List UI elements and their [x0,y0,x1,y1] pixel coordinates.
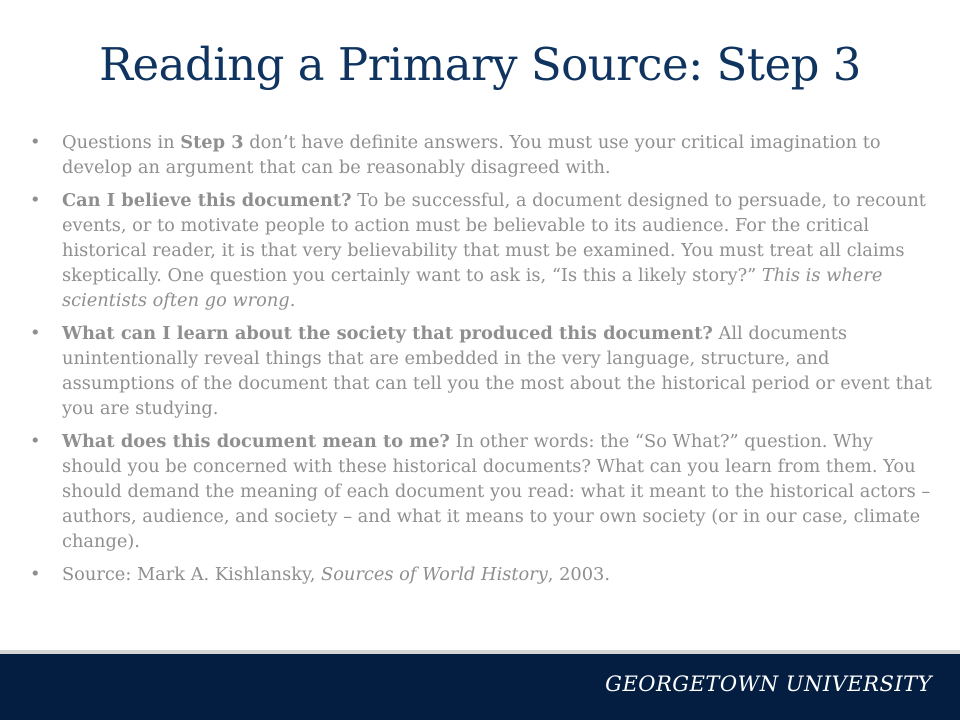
bullet-text: In other words: the “So What?” question. Why should you be concerned with these historical documents? What can you learn from them. You should demand the meaning of each document you read: what it meant to the historical actors – authors, audience, and society – and what it means to your own society (or in our case, climate change). [62,431,931,552]
bullet-emphasis: This is where scientists often go wrong [62,265,883,311]
bullet-text: Source: Mark A. Kishlansky, [62,564,322,585]
bullet-dot: • [30,132,41,153]
bullet-emphasis: Sources of World History [321,564,548,585]
bullet-list [30,130,935,595]
bullet-item [30,188,935,313]
bullet-heading: Can I believe this document? [62,190,352,211]
bullet-text: To be successful, a document designed to persuade, to recount events, or to motivate people to action must be believable to its audience. For the critical historical reader, it is that very believability that must be examined. You must treat all claims skeptically. One question you certainly want to ask is, “Is this a likely story?” [62,190,926,286]
bullet-heading: What can I learn about the society that produced this document? [62,323,713,344]
bullet-dot: • [30,323,41,344]
bullet-dot: • [30,190,41,211]
bullet-text: . [289,290,296,311]
bullet-item [30,429,935,554]
bullet-dot: • [30,431,41,452]
bullet-item [30,562,935,587]
bullet-text: Questions in [62,132,181,153]
bullet-dot: • [30,564,41,585]
bullet-heading: Step 3 [180,132,244,153]
slide-title: Reading a Primary Source: Step 3 [99,38,861,91]
bullet-text: don’t have definite answers. You must use your critical imagination to develop an argument that can be reasonably disagreed with. [62,132,881,178]
bullet-heading: What does this document mean to me? [62,431,450,452]
bullet-text: , 2003. [547,564,610,585]
bullet-item [30,130,935,180]
bullet-text: All documents unintentionally reveal things that are embedded in the very language, structure, and assumptions of the document that can tell you the most about the historical period or event that you are studying. [62,323,932,419]
georgetown-logo: GEORGETOWN UNIVERSITY [605,672,932,696]
bullet-item [30,321,935,421]
